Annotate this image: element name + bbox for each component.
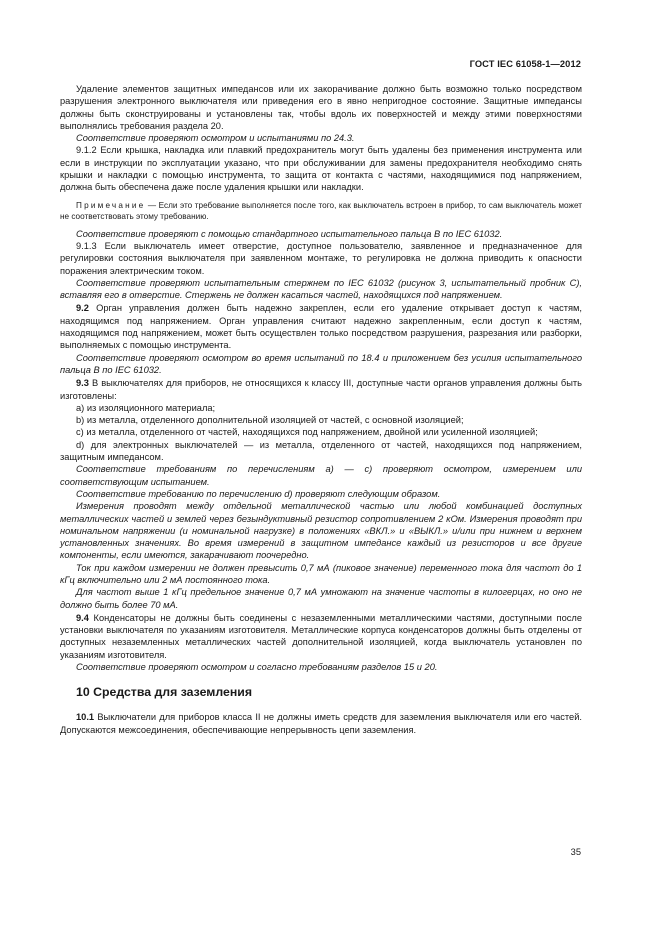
document-id-header: ГОСТ IEC 61058-1—2012 xyxy=(469,59,581,69)
compliance-check: Соответствие требованиям по перечислениям а) — с) проверяют осмотром, измерением или соответствующим испытанием. xyxy=(60,464,582,487)
note-label: Примечание xyxy=(76,200,146,210)
clause-9-1-2: 9.1.2 Если крышка, накладка или плавкий предохранитель могут быть удалены без применения инструмента или если в инструкции по эксплуатации указано, что при обслуживании для замены предохранителя необходимо снять крышки и накладки с помощью инструмента, то защита от контакта с частями, находящимися под напряжением, должна быть обеспечена даже после удаления крышки или накладки. xyxy=(60,145,582,193)
clause-10-1 xyxy=(60,711,582,736)
paragraph: Удаление элементов защитных импедансов или их закорачивание должно быть возможно только посредством разрушения электронного выключателя или приведения его в явно непригодное состояние. Защитные импедансы должны быть сконструированы и установлены так, чтобы вдоль их поверхностей и между этими поверхностями выполнялись требования раздела 20. xyxy=(60,84,582,131)
compliance-check: Соответствие проверяют с помощью стандартного испытательного пальца В по IEC 61032. xyxy=(76,228,503,239)
list-item-c: c) из металла, отделенного от частей, находящихся под напряжением, двойной или усиленной изоляцией; xyxy=(76,427,538,438)
compliance-check: Соответствие проверяют испытательным стержнем по IEC 61032 (рисунок 3, испытательный пробник С), вставляя его в отверстие. Стержень не должен касаться частей, находящихся под напряжением. xyxy=(60,277,582,301)
list-item-b: b) из металла, отделенного дополнительной изоляцией от частей, с основной изоляцией; xyxy=(76,415,464,426)
clause-text: В выключателях для приборов, не относящихся к классу III, доступные части органов управления должны быть изготовлены: xyxy=(60,378,582,401)
clause-text: Конденсаторы не должны быть соединены с незаземленными металлическими частями, доступными после установки выключателя по указаниям изготовителя. Металлические корпуса конденсаторов должны быть отделены от доступных незаземленных металлических частей дополнительной изоляцией, когда выключатель установлен по указаниям изготовителя. xyxy=(60,612,582,660)
clause-9-1-3: 9.1.3 Если выключатель имеет отверстие, доступное пользователю, заявленное и предназначенное для регулировки состояния выключателя при заявленном монтаже, то регулировка не должна приводить к опасности поражения электрическим током. xyxy=(60,240,582,276)
compliance-check: Соответствие проверяют осмотром и испытаниями по 24.3. xyxy=(76,133,355,144)
note xyxy=(60,200,582,222)
clause-9-4 xyxy=(60,612,582,661)
clause-number: 9.3 xyxy=(76,378,89,389)
frequency-limit: Для частот выше 1 кГц предельное значение 0,7 мА умножают на значение частоты в килогерцах, но оно не должно быть более 70 мА. xyxy=(60,587,582,610)
note-text: — Если это требование выполняется после того, как выключатель встроен в прибор, то сам выключатель может не соответствовать этому требованию. xyxy=(60,200,582,221)
compliance-check: Соответствие проверяют осмотром во время испытаний по 18.4 и приложением без усилия испытательного пальца В по IEC 61032. xyxy=(60,352,582,375)
compliance-check: Соответствие проверяют осмотром и согласно требованиям разделов 15 и 20. xyxy=(76,662,438,673)
page-number: 35 xyxy=(570,847,581,857)
clause-number: 9.2 xyxy=(76,303,89,314)
section-heading: 10 Средства для заземления xyxy=(76,685,253,700)
clause-text: Выключатели для приборов класса II не должны иметь средств для заземления выключателя или его частей. Допускаются межсоединения, обеспечивающие непрерывность цепи заземления. xyxy=(60,712,582,735)
clause-9-2 xyxy=(60,302,582,351)
clause-9-3 xyxy=(60,377,582,402)
document-body xyxy=(60,83,582,736)
current-limit: Ток при каждом измерении не должен превысить 0,7 мА (пиковое значение) переменного тока для частот до 1 кГц включительно или 2 мА постоянного тока. xyxy=(60,562,582,585)
clause-text: Орган управления должен быть надежно закреплен, если его удаление открывает доступ к частям, находящимся под напряжением. Орган управления считают надежно закрепленным, если доступ к частям, находящимся под напряжением, может быть осуществлен только посредством разрушения, разрезания или разборки, выполняемых с помощью инструмента. xyxy=(60,303,582,351)
measurement-procedure: Измерения проводят между отдельной металлической частью или любой комбинацией доступных металлических частей и землей через безындуктивный резистор сопротивлением 2 кОм. Измерения проводят при номинальном напряжении (и номинальной нагрузке) в положениях «ВКЛ.» и «ВЫКЛ.» и/или при нижнем и верхнем установленных значениях. Во время измерений в защитном импедансе каждый из резисторов и все другие компоненты, если имеются, закарачивают поочередно. xyxy=(60,501,582,561)
list-item-d: d) для электронных выключателей — из металла, отделенного от частей, находящихся под напряжением, защитным импедансом. xyxy=(60,439,582,463)
clause-number: 10.1 xyxy=(76,712,95,723)
compliance-check: Соответствие требованию по перечислению d) проверяют следующим образом. xyxy=(76,488,441,499)
list-item-a: a) из изоляционного материала; xyxy=(76,402,216,413)
clause-number: 9.4 xyxy=(76,612,89,623)
